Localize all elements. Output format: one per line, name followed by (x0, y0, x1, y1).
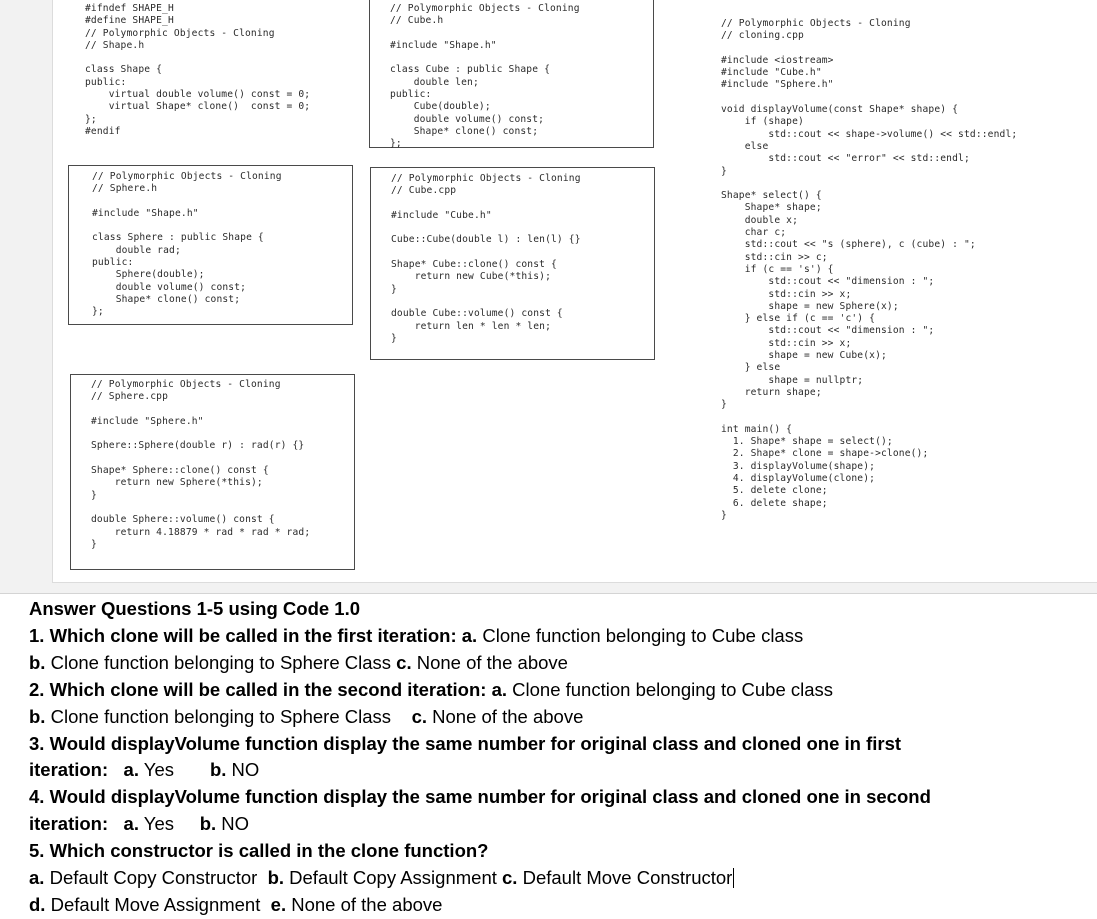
q4-option-b: NO (216, 813, 250, 835)
q5-option-a-label: a. (29, 867, 45, 889)
q5-option-e: None of the above (286, 893, 443, 915)
code-cube-h: // Polymorphic Objects - Cloning // Cube.h #include "Shape.h" class Cube : public Shape { double len; public: Cube(double); double volume() const; Shape* clone() const; }; (390, 3, 580, 150)
code-figure (52, 0, 1097, 583)
questions-heading: Answer Questions 1-5 using Code 1.0 (29, 598, 361, 619)
q5-option-d-label: d. (29, 893, 46, 915)
code-box-sphere-h (68, 165, 353, 325)
code-sphere-h: // Polymorphic Objects - Cloning // Sphere.h #include "Shape.h" class Sphere : public Shape { double rad; public: Sphere(double); double volume() const; Shape* clone() const; }; (92, 171, 282, 318)
q4-option-a: Yes (139, 813, 200, 835)
code-box-cube-cpp (370, 167, 655, 360)
code-cube-cpp: // Polymorphic Objects - Cloning // Cube.cpp #include "Cube.h" Cube::Cube(double l) : len(l) {} Shape* Cube::clone() const { return new Cube(*this); } double Cube::volume() const { return len * len * len; } (391, 173, 581, 344)
q5-option-b-label: b. (267, 867, 285, 889)
question-5-options[interactable] (29, 865, 1069, 892)
question-2 (29, 677, 1069, 704)
question-5-options-continued (29, 892, 1069, 919)
q2-option-b-label: b. (29, 705, 46, 727)
q2-option-a: Clone function belonging to Cube class (507, 678, 834, 700)
q1-option-b: Clone function belonging to Sphere Class (45, 651, 397, 673)
q3-option-b: NO (226, 759, 260, 781)
q5-option-e-label: e. (270, 893, 287, 915)
q5-option-c-label: c. (502, 867, 518, 889)
q2-option-c-label: c. (411, 705, 428, 727)
question-1-continued (29, 650, 1069, 677)
code-sphere-cpp: // Polymorphic Objects - Cloning // Sphere.cpp #include "Sphere.h" Sphere::Sphere(double r) : rad(r) {} Shape* Sphere::clone() const { return new Sphere(*this); } double Sphere::volume() const { return 4.18879 * rad * rad * rad; } (91, 379, 311, 550)
question-4-continued (29, 811, 1069, 838)
q3-option-b-label: b. (209, 759, 227, 781)
question-4: 4. Would displayVolume function display the same number for original class and cloned one in second (29, 786, 931, 808)
q4-option-b-label: b. (199, 813, 217, 835)
code-box-sphere-cpp (70, 374, 355, 570)
questions-section (29, 596, 1069, 919)
q5-option-d: Default Move Assignment (45, 893, 271, 915)
q3-iteration-label: iteration: a. (29, 759, 139, 781)
q4-iteration-label: iteration: a. (29, 813, 139, 835)
q1-option-c: None of the above (411, 651, 568, 673)
code-shape-h: #ifndef SHAPE_H #define SHAPE_H // Polymorphic Objects - Cloning // Shape.h class Shape { public: virtual double volume() const = 0; virtual Shape* clone() const = 0; }; #endif (85, 3, 311, 137)
question-3-continued (29, 757, 1069, 784)
q3-option-a: Yes (139, 759, 210, 781)
q2-option-b: Clone function belonging to Sphere Class (45, 705, 412, 727)
q5-option-b: Default Copy Assignment (284, 867, 503, 889)
code-box-cube-h (369, 0, 654, 148)
q1-option-c-label: c. (396, 651, 412, 673)
q2-option-c: None of the above (427, 705, 584, 727)
question-5: 5. Which constructor is called in the clone function? (29, 840, 489, 862)
text-cursor (733, 868, 734, 888)
question-1 (29, 623, 1069, 650)
q1-option-a: Clone function belonging to Cube class (477, 624, 804, 646)
question-2-continued (29, 704, 1069, 731)
q1-option-b-label: b. (29, 651, 46, 673)
q2-prompt: 2. Which clone will be called in the second iteration: a. (29, 678, 508, 700)
q5-option-c: Default Move Constructor (517, 867, 733, 889)
code-box-cloning-cpp (721, 18, 1091, 538)
code-cloning-cpp: // Polymorphic Objects - Cloning // cloning.cpp #include <iostream> #include "Cube.h" #include "Sphere.h" void displayVolume(const Shape* shape) { if (shape) std::cout << shape->volume() << std::endl; else std::cout << "error" << std::endl; } Shape* select() { Shape* shape; double x; char c; std::cout << "s (sphere), c (cube) : "; std::cin >> c; if (c == 's') { std::cout << "dimension : "; std::cin >> x; shape = new Sphere(x); } else if (c == 'c') { std::cout << "dimension : "; std::cin >> x; shape = new Cube(x); } else shape = nullptr; return shape; } int main() { 1. Shape* shape = select(); 2. Shape* clone = shape->clone(); 3. displayVolume(shape); 4. displayVolume(clone); 5. delete clone; 6. delete shape; } (721, 18, 1018, 521)
question-3: 3. Would displayVolume function display the same number for original class and cloned one in first (29, 732, 902, 754)
q1-prompt: 1. Which clone will be called in the first iteration: a. (29, 624, 478, 646)
code-box-shape-h (85, 3, 345, 143)
q5-option-a: Default Copy Constructor (44, 867, 268, 889)
